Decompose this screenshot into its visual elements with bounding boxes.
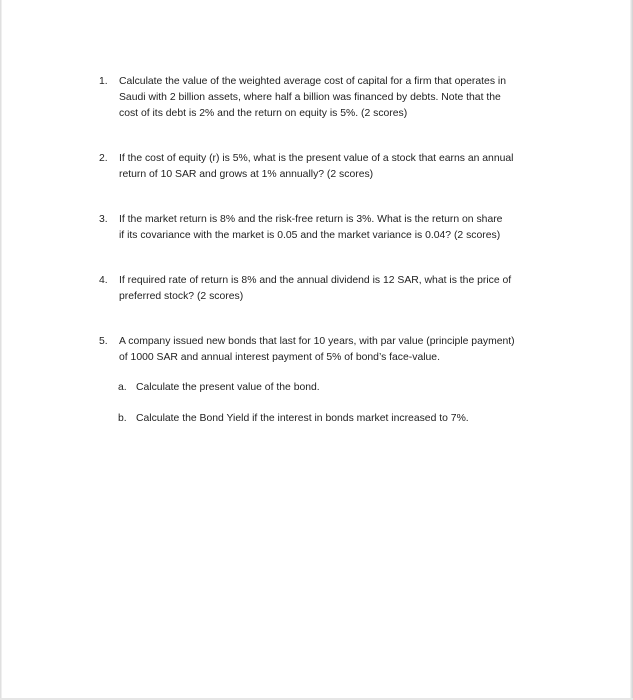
question-number: 3. — [99, 214, 108, 225]
question-line: cost of its debt is 2% and the return on equity is 5%. (2 scores) — [119, 108, 408, 119]
question-number: 1. — [99, 76, 108, 87]
subpart-letter: a. — [118, 382, 127, 393]
question-text — [119, 151, 559, 183]
question-text — [119, 334, 559, 366]
subpart-text: Calculate the present value of the bond. — [136, 382, 320, 393]
question-line: preferred stock? (2 scores) — [119, 291, 244, 302]
question-text — [119, 74, 559, 122]
question-number: 5. — [99, 336, 108, 347]
subpart-a — [118, 380, 320, 396]
question-line: If the market return is 8% and the risk-free return is 3%. What is the return on share — [119, 214, 503, 225]
question-number: 4. — [99, 275, 108, 286]
question-line: Calculate the value of the weighted average cost of capital for a firm that operates in — [119, 76, 506, 87]
subpart-b — [118, 411, 469, 427]
page-left-edge — [0, 0, 2, 700]
question-line: if its covariance with the market is 0.05 and the market variance is 0.04? (2 scores) — [119, 230, 501, 241]
question-line: A company issued new bonds that last for 10 years, with par value (principle payment) — [119, 336, 515, 347]
question-text — [119, 273, 559, 305]
question-line: return of 10 SAR and grows at 1% annually? (2 scores) — [119, 169, 374, 180]
question-number: 2. — [99, 153, 108, 164]
question-line: Saudi with 2 billion assets, where half a billion was financed by debts. Note that the — [119, 92, 501, 103]
subpart-text: Calculate the Bond Yield if the interest in bonds market increased to 7%. — [136, 413, 469, 424]
question-line: of 1000 SAR and annual interest payment of 5% of bond’s face-value. — [119, 352, 440, 363]
subpart-letter: b. — [118, 413, 127, 424]
question-text — [119, 212, 559, 244]
question-line: If the cost of equity (r) is 5%, what is the present value of a stock that earns an annual — [119, 153, 514, 164]
question-line: If required rate of return is 8% and the annual dividend is 12 SAR, what is the price of — [119, 275, 512, 286]
